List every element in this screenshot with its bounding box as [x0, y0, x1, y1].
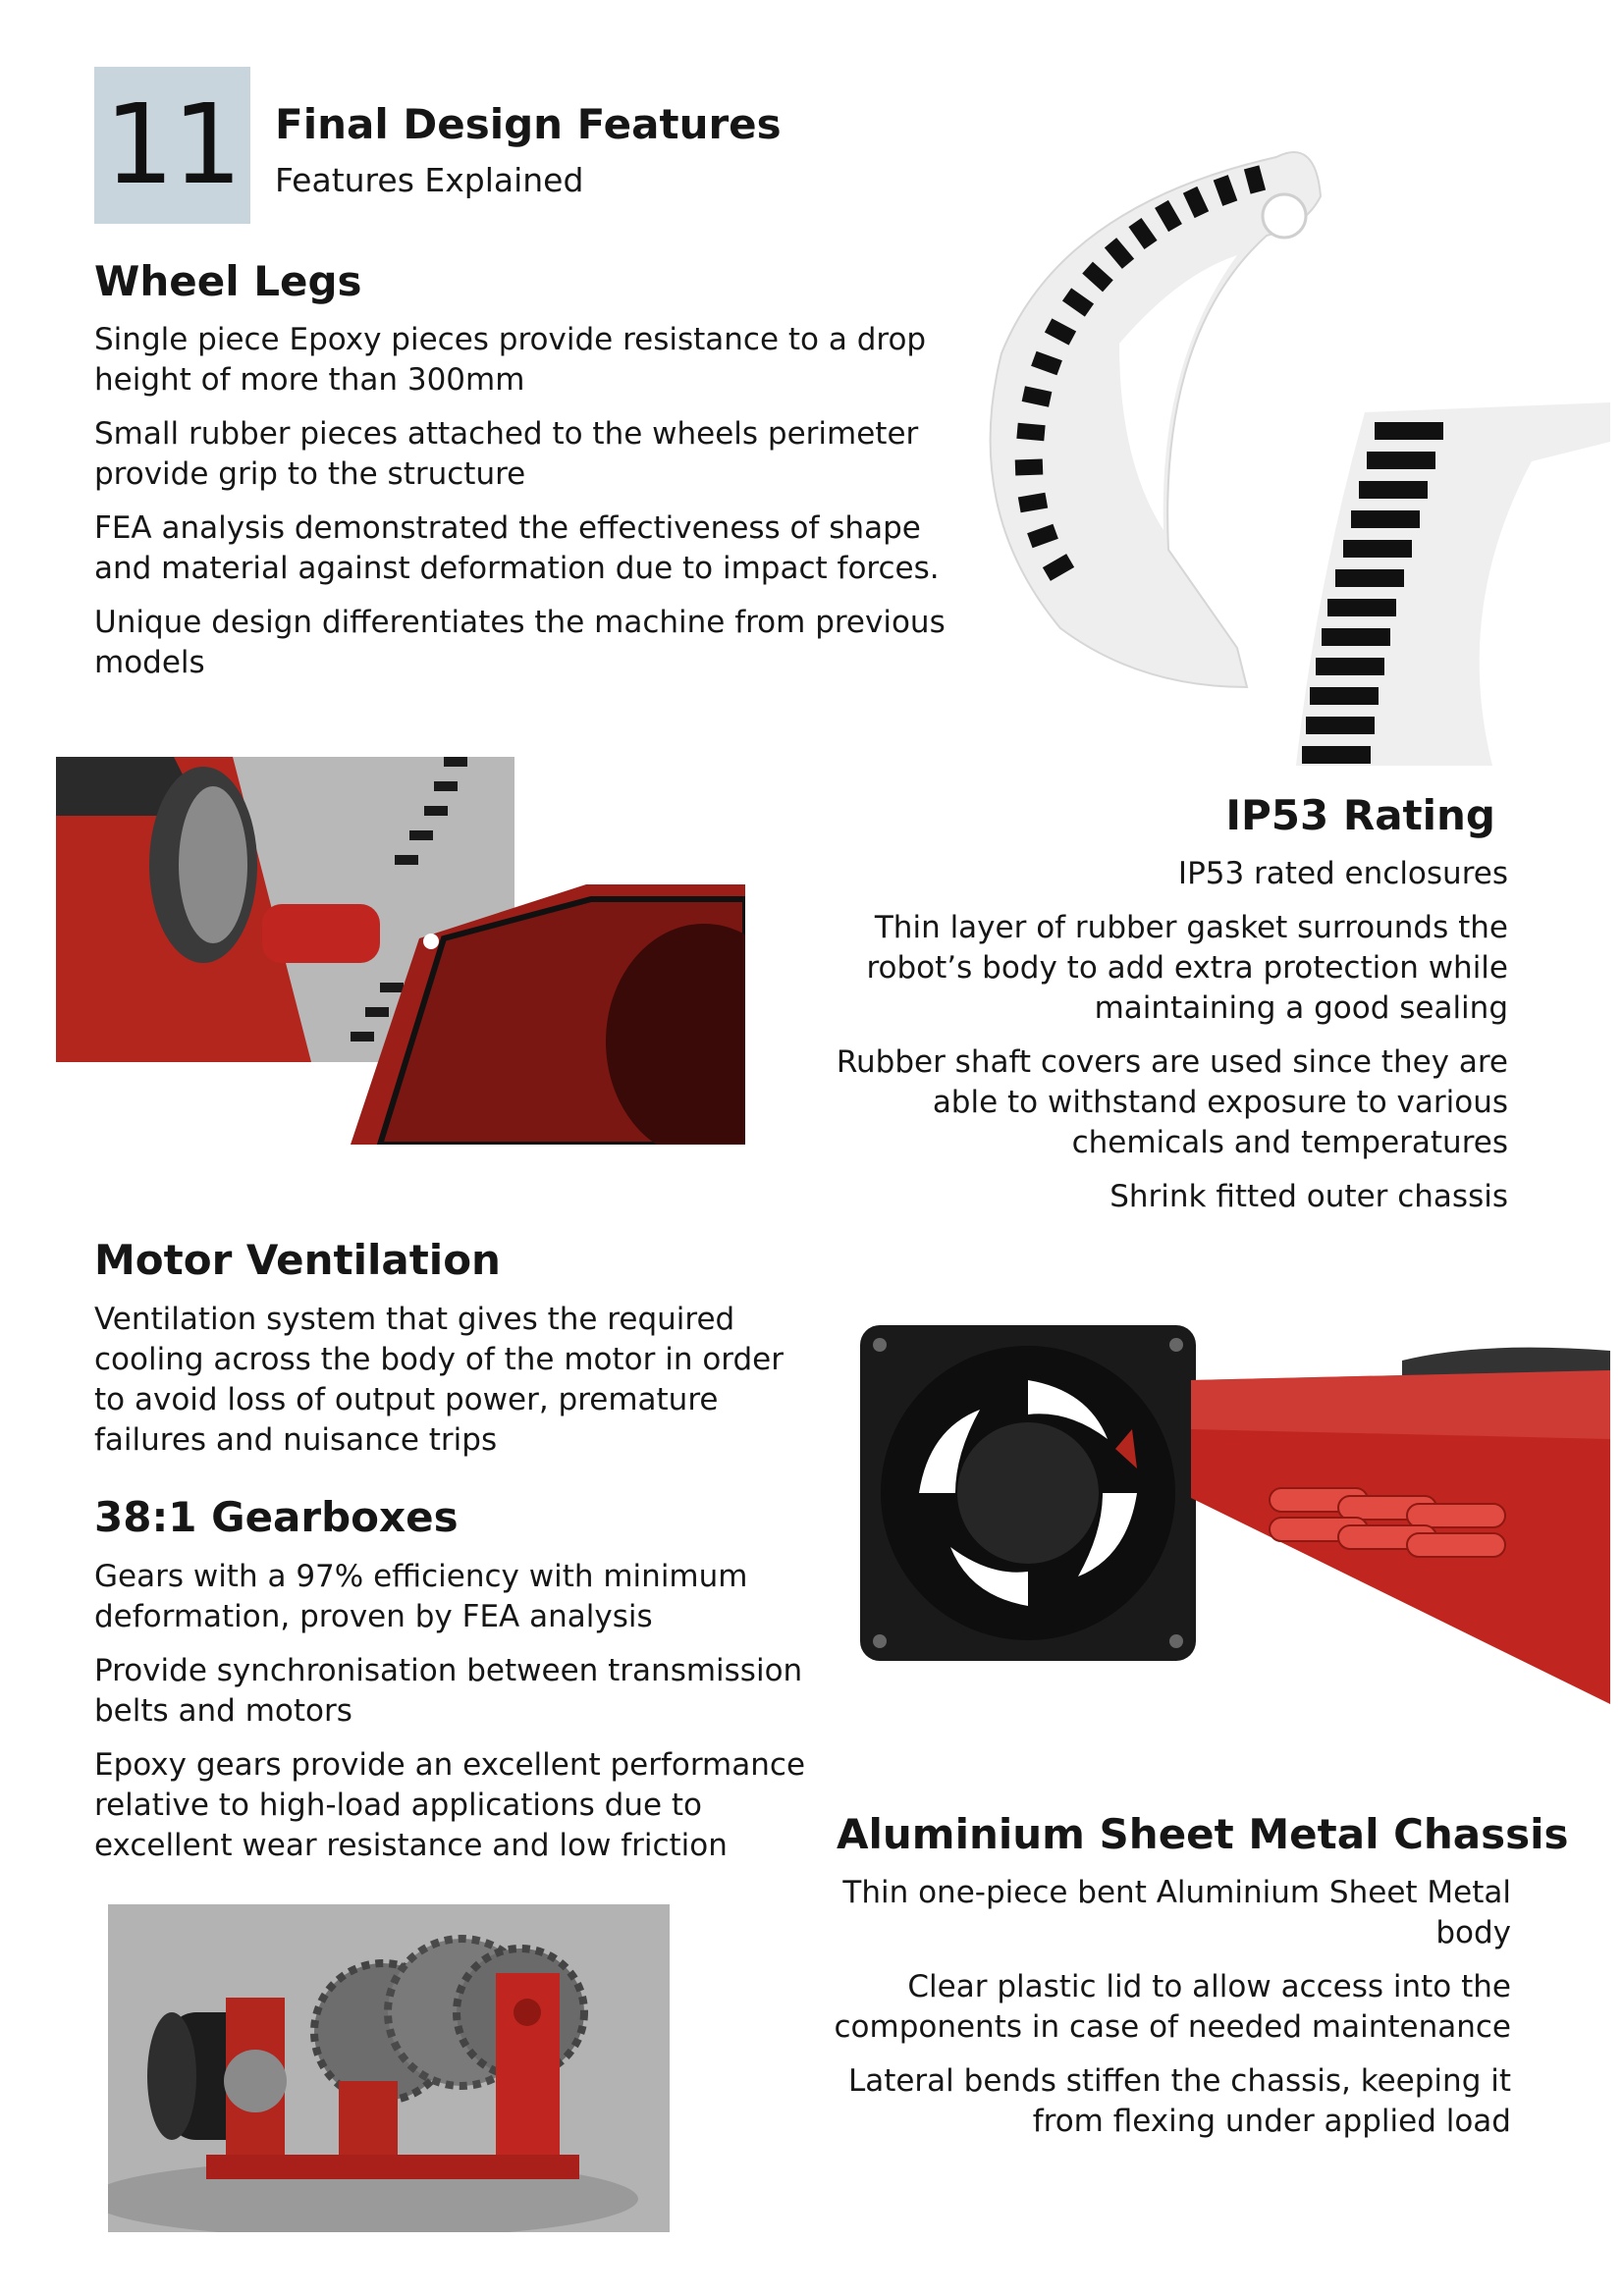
section-number: 11 — [104, 81, 241, 209]
gearboxes-point: Provide synchronisation between transmission belts and motors — [94, 1653, 803, 1729]
motor-ventilation-heading: Motor Ventilation — [94, 1236, 501, 1284]
ip53-render — [56, 757, 745, 1145]
wheel-legs-point: Unique design differentiates the machine from previous models — [94, 605, 946, 680]
wheel-leg-render — [943, 137, 1610, 766]
chassis-point: Thin one-piece bent Aluminium Sheet Metal body — [842, 1875, 1511, 1950]
gearboxes-point: Epoxy gears provide an excellent performance relative to high-load applications due to excellent wear resistance and low friction — [94, 1747, 806, 1863]
gearboxes-point: Gears with a 97% efficiency with minimum deformation, proven by FEA analysis — [94, 1559, 748, 1634]
wheel-legs-point: Single piece Epoxy pieces provide resistance to a drop height of more than 300mm — [94, 322, 927, 398]
wheel-legs-heading: Wheel Legs — [94, 257, 362, 305]
wheel-legs-text — [94, 320, 958, 697]
gearboxes-text — [94, 1557, 821, 1880]
chassis-heading: Aluminium Sheet Metal Chassis — [837, 1810, 1569, 1858]
fan-motor-render — [852, 1321, 1610, 1704]
motor-ventilation-point: Ventilation system that gives the required cooling across the body of the motor in order to avoid loss of output power, premature failures and nuisance trips — [94, 1302, 784, 1458]
motor-ventilation-text — [94, 1300, 821, 1474]
ip53-point: Shrink fitted outer chassis — [1109, 1179, 1508, 1214]
chassis-text — [824, 1873, 1511, 2156]
chassis-point: Clear plastic lid to allow access into the components in case of needed maintenance — [834, 1969, 1511, 2045]
ip53-point: Thin layer of rubber gasket surrounds the robot’s body to add extra protection while maintaining a good sealing — [866, 910, 1508, 1026]
page-subtitle: Features Explained — [275, 161, 584, 199]
gearboxes-heading: 38:1 Gearboxes — [94, 1493, 459, 1541]
wheel-legs-point: FEA analysis demonstrated the effectiveness of shape and material against deformation due to impact forces. — [94, 510, 940, 586]
ip53-point: Rubber shaft covers are used since they are able to withstand exposure to various chemicals and temperatures — [836, 1044, 1508, 1160]
ip53-heading: IP53 Rating — [1225, 791, 1495, 839]
wheel-legs-point: Small rubber pieces attached to the wheels perimeter provide grip to the structure — [94, 416, 919, 492]
gearbox-render — [108, 1904, 670, 2232]
ip53-text — [821, 854, 1508, 1231]
chassis-point: Lateral bends stiffen the chassis, keeping it from flexing under applied load — [847, 2063, 1511, 2139]
ip53-point: IP53 rated enclosures — [1177, 856, 1508, 891]
page-title: Final Design Features — [275, 100, 782, 148]
section-number-box — [94, 67, 250, 224]
